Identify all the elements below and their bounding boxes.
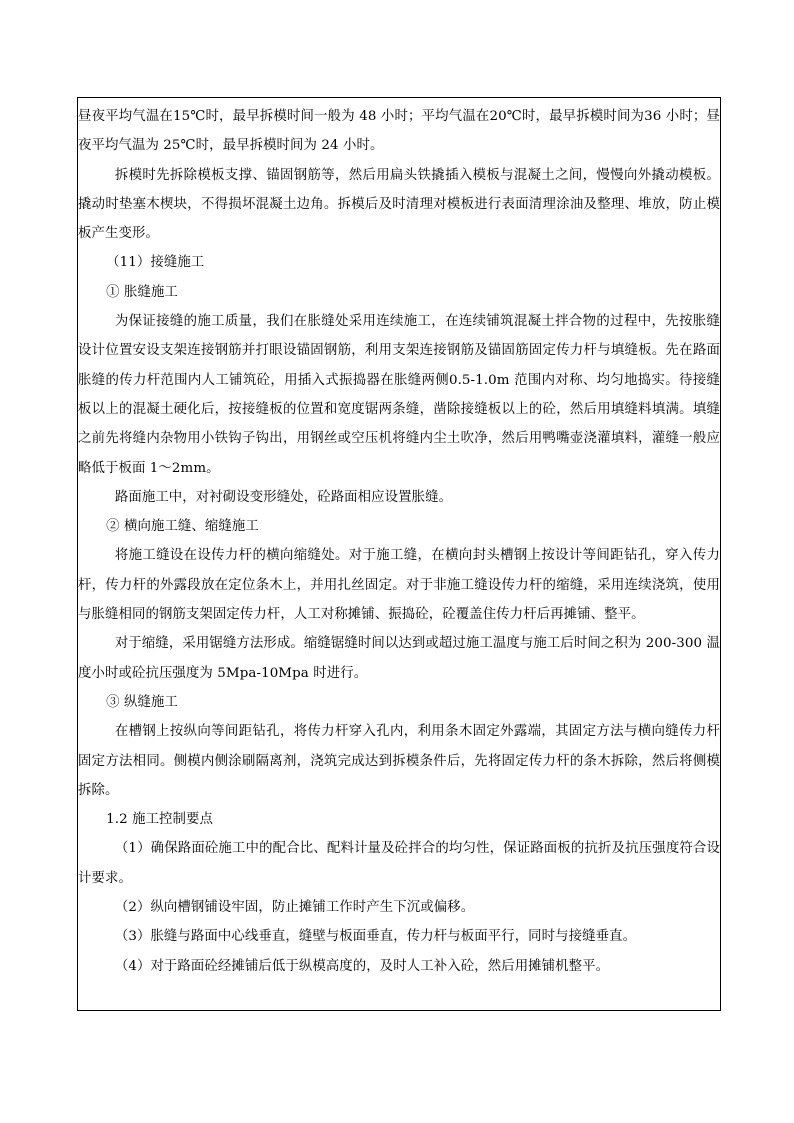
document-body (78, 102, 720, 981)
paragraph-8: 将施工缝设在设传力杆的横向缩缝处。对于施工缝，在横向封头槽钢上按设计等间距钻孔，穿入传力杆，传力杆的外露段放在定位条木上，并用扎丝固定。对于非施工缝设传力杆的缩缝，采用连续浇筑，使用与胀缝相同的钢筋支架固定传力杆，人工对称摊铺、振捣砼，砼覆盖住传力杆后再摊铺、整平。 (78, 548, 720, 623)
control-point-3: （3）胀缝与路面中心线垂直，缝壁与板面垂直，传力杆与板面平行，同时与接缝垂直。 (114, 929, 637, 945)
paragraph-1: 昼夜平均气温在15℃时，最早拆模时间一般为 48 小时；平均气温在20℃时，最早拆模时间为36 小时；昼夜平均气温为 25℃时，最早拆模时间为 24 小时。 (78, 109, 720, 154)
control-point-4: （4）对于路面砼经摊铺后低于纵模高度的，及时人工补入砼，然后用摊铺机整平。 (114, 958, 610, 974)
heading-longitudinal-joint: ③ 纵缝施工 (106, 694, 178, 710)
heading-expansion-joint: ① 胀缝施工 (106, 284, 178, 300)
control-point-2: （2）纵向槽钢铺设牢固，防止摊铺工作时产生下沉或偏移。 (114, 900, 475, 916)
paragraph-2: 拆模时先拆除模板支撑、锚固钢筋等，然后用扁头铁撬插入模板与混凝土之间，慢慢向外撬动模板。撬动时垫塞木楔块，不得损坏混凝土边角。拆模后及时清理对模板进行表面清理涂油及整理、堆放，防止模板产生变形。 (78, 167, 720, 242)
content-table-cell (77, 97, 721, 1011)
control-point-1: （1）确保路面砼施工中的配合比、配料计量及砼拌合的均匀性，保证路面板的抗折及抗压强度符合设计要求。 (78, 841, 720, 886)
paragraph-6: 路面施工中，对衬砌设变形缝处，砼路面相应设置胀缝。 (114, 489, 453, 505)
paragraph-11: 在槽钢上按纵向等间距钻孔，将传力杆穿入孔内，利用条木固定外露端，其固定方法与横向缝传力杆固定方法相同。侧模内侧涂刷隔离剂，浇筑完成达到拆模条件后，先将固定传力杆的条木拆除，然后将侧模拆除。 (78, 724, 720, 798)
paragraph-9: 对于缩缝，采用锯缝方法形成。缩缝锯缝时间以达到或超过施工温度与施工后时间之积为 200-300 温度小时或砼抗压强度为 5Mpa-10Mpa 时进行。 (78, 636, 720, 681)
heading-joint-construction: （11）接缝施工 (106, 255, 205, 271)
paragraph-5: 为保证接缝的施工质量，我们在胀缝处采用连续施工，在连续铺筑混凝土拌合物的过程中，先按胀缝设计位置安设支架连接钢筋并打眼设锚固钢筋，利用支架连接钢筋及锚固筋固定传力杆与填缝板。先在路面胀缝的传力杆范围内人工铺筑砼，用插入式振捣器在胀缝两侧0.5-1.0m 范围内对称、均匀地捣实。待接缝板以上的混凝土硬化后，按接缝板的位置和宽度锯两条缝，凿除接缝板以上的砼，然后用填缝料填满。填缝之前先将缝内杂物用小铁钩子钩出，用钢丝或空压机将缝内尘土吹净，然后用鸭嘴壶浇灌填料，灌缝一般应略低于板面 1～2mm。 (78, 314, 720, 476)
heading-control-points: 1.2 施工控制要点 (106, 812, 214, 828)
heading-transverse-joint: ② 横向施工缝、缩缝施工 (106, 519, 259, 535)
